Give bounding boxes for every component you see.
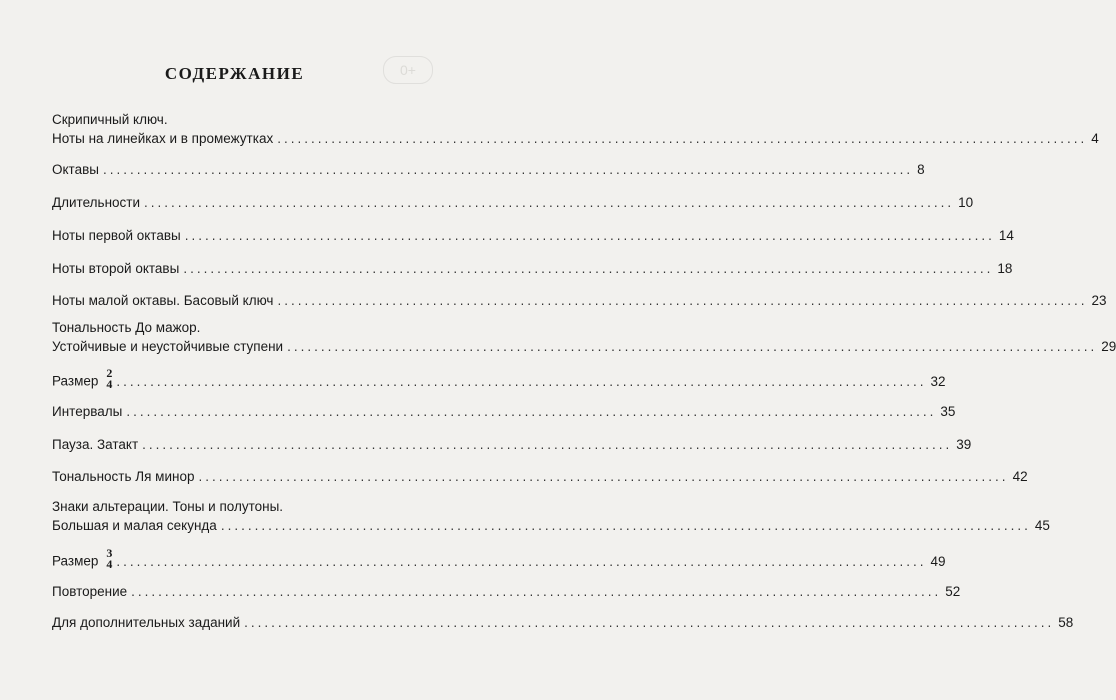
toc-page-number: 23 bbox=[1091, 293, 1107, 308]
toc-entry bbox=[52, 546, 946, 573]
toc-entry-first-line: Знаки альтерации. Тоны и полутоны. bbox=[52, 499, 284, 514]
toc-entry-label: Ноты на линейках и в промежутках bbox=[52, 131, 274, 146]
toc-entry bbox=[52, 131, 1099, 146]
toc-entry bbox=[52, 228, 1014, 243]
toc-entry-first-line: Тональность До мажор. bbox=[52, 320, 201, 335]
toc-entry-label: Ноты малой октавы. Басовый ключ bbox=[52, 293, 274, 308]
dot-leader: ........................................................................................................................ bbox=[144, 195, 955, 210]
toc-entry-label: Устойчивые и неустойчивые ступени bbox=[52, 339, 284, 354]
toc-entry-first-line: Скрипичный ключ. bbox=[52, 112, 168, 127]
toc-page-number: 32 bbox=[930, 373, 946, 389]
toc-entry bbox=[52, 293, 1107, 308]
toc-entry-label: Интервалы bbox=[52, 404, 123, 419]
toc-page-number: 14 bbox=[998, 228, 1014, 243]
dot-leader: ........................................................................................................................ bbox=[142, 437, 953, 452]
toc-entry-label: Размер 2 4 bbox=[52, 366, 113, 391]
toc-entry-label: Ноты второй октавы bbox=[52, 261, 180, 276]
time-signature: 3 4 bbox=[106, 546, 113, 571]
page-title: СОДЕРЖАНИЕ bbox=[164, 64, 305, 83]
dot-leader: ........................................................................................................................ bbox=[131, 584, 942, 599]
toc-page-number: 4 bbox=[1091, 131, 1099, 146]
toc-entry-label: Для дополнительных заданий bbox=[52, 615, 241, 630]
toc-entry-label: Октавы bbox=[52, 162, 99, 177]
toc-page-number: 35 bbox=[940, 404, 956, 419]
toc-entry bbox=[52, 437, 972, 452]
toc-entry bbox=[52, 261, 1013, 276]
dot-leader: ........................................................................................................................ bbox=[277, 131, 1088, 146]
age-rating-badge: 0+ bbox=[383, 56, 433, 84]
dot-leader: ........................................................................................................................ bbox=[116, 373, 927, 389]
toc-entry bbox=[52, 366, 946, 393]
toc-entry bbox=[52, 584, 961, 599]
time-signature: 2 4 bbox=[106, 366, 113, 391]
dot-leader: ........................................................................................................................ bbox=[277, 293, 1088, 308]
toc-page-number: 10 bbox=[958, 195, 974, 210]
dot-leader: ........................................................................................................................ bbox=[220, 518, 1031, 533]
toc-page-number: 42 bbox=[1012, 469, 1028, 484]
dot-leader: ........................................................................................................................ bbox=[126, 404, 937, 419]
toc-entry-label: Пауза. Затакт bbox=[52, 437, 139, 452]
toc-entry bbox=[52, 162, 925, 177]
toc-entry-label: Длительности bbox=[52, 195, 141, 210]
toc-page-number: 29 bbox=[1101, 339, 1116, 354]
toc-entry bbox=[52, 469, 1028, 484]
dot-leader: ........................................................................................................................ bbox=[198, 469, 1009, 484]
dot-leader: ........................................................................................................................ bbox=[183, 261, 994, 276]
toc-page-number: 58 bbox=[1058, 615, 1074, 630]
toc-entry-label: Повторение bbox=[52, 584, 128, 599]
toc-entry-label: Размер 3 4 bbox=[52, 546, 113, 571]
toc-page-number: 45 bbox=[1034, 518, 1050, 533]
dot-leader: ........................................................................................................................ bbox=[116, 553, 927, 569]
toc-entry-label: Большая и малая секунда bbox=[52, 518, 217, 533]
toc-entry bbox=[52, 195, 974, 210]
dot-leader: ........................................................................................................................ bbox=[287, 339, 1098, 354]
toc-entry-label: Ноты первой октавы bbox=[52, 228, 181, 243]
toc-page-number: 8 bbox=[917, 162, 925, 177]
dot-leader: ........................................................................................................................ bbox=[102, 162, 914, 177]
toc-page-number: 49 bbox=[930, 553, 946, 569]
toc-entry-label: Тональность Ля минор bbox=[52, 469, 195, 484]
toc-entry bbox=[52, 339, 1116, 354]
toc-entry bbox=[52, 404, 956, 419]
dot-leader: ........................................................................................................................ bbox=[184, 228, 995, 243]
toc-page-number: 52 bbox=[945, 584, 961, 599]
dot-leader: ........................................................................................................................ bbox=[244, 615, 1055, 630]
toc-page-number: 39 bbox=[956, 437, 972, 452]
toc-entry bbox=[52, 518, 1050, 533]
toc-entry bbox=[52, 615, 1074, 630]
toc-page-number: 18 bbox=[997, 261, 1013, 276]
